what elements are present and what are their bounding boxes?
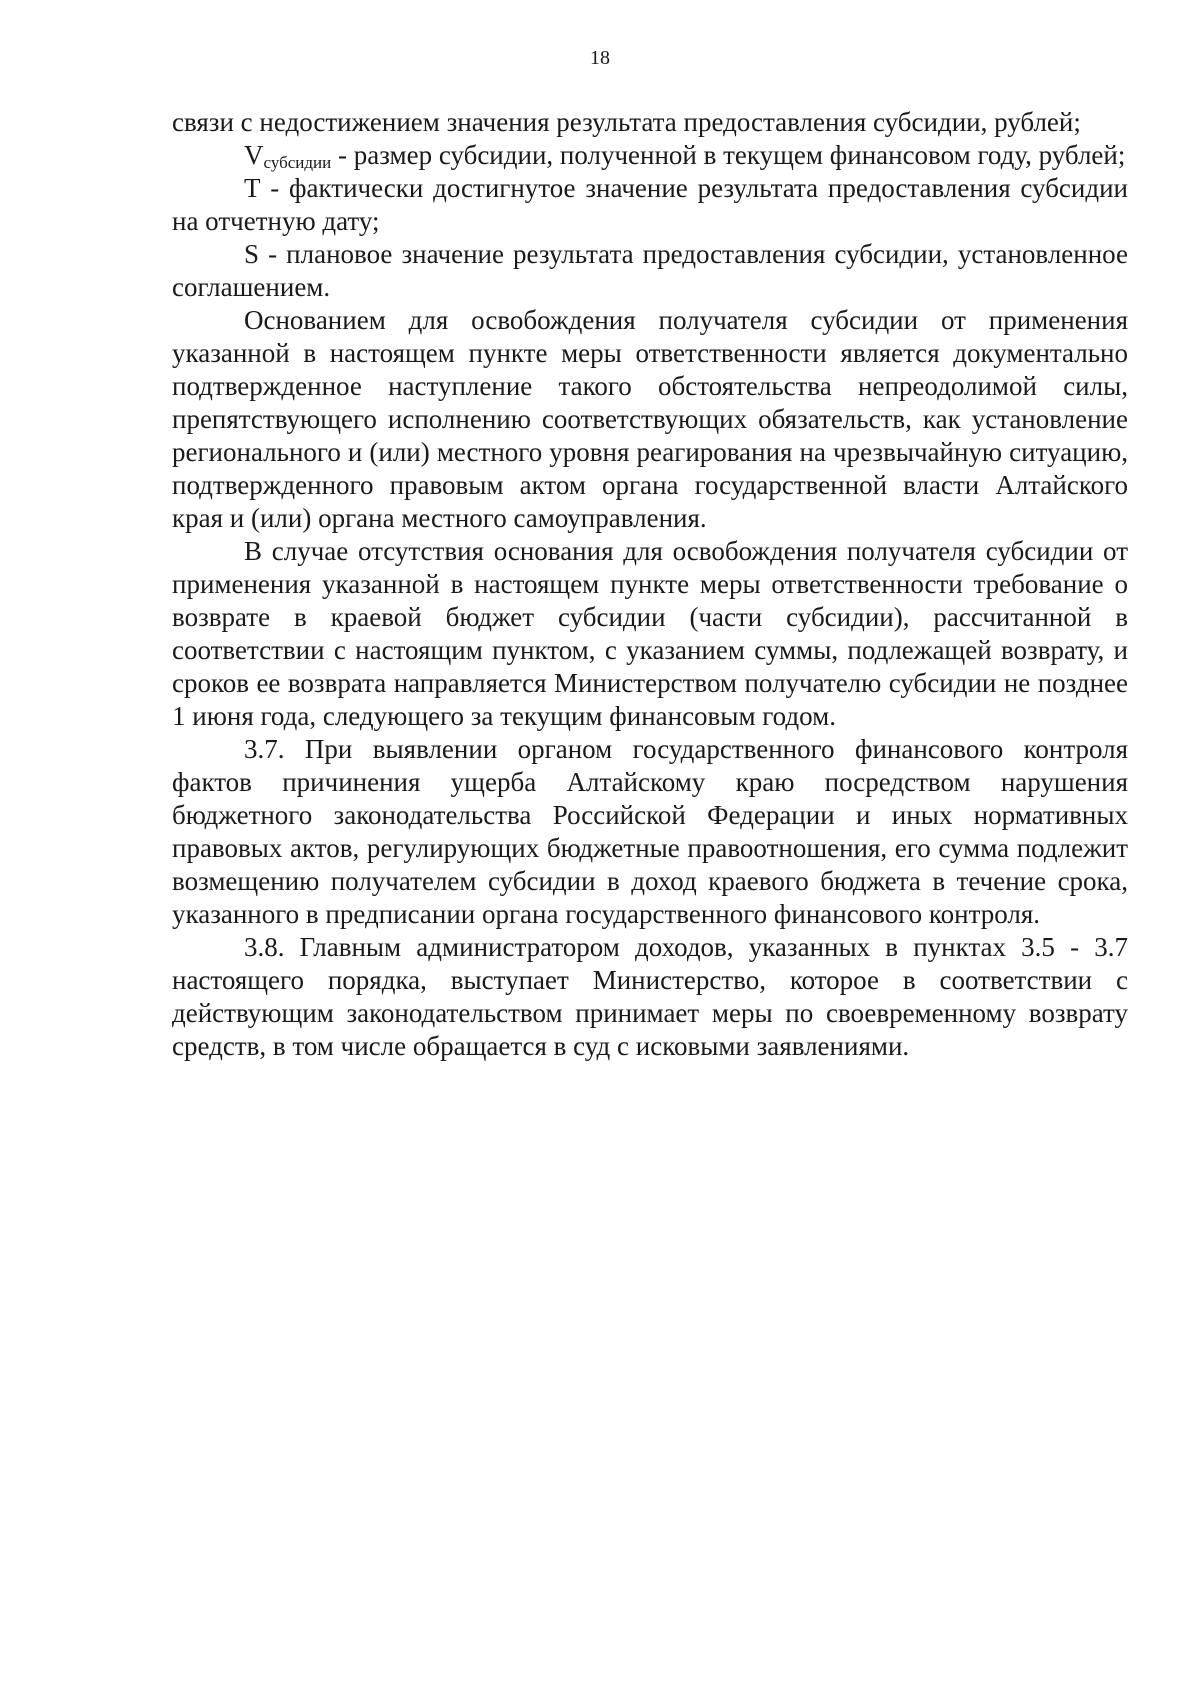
page-number: 18 bbox=[590, 47, 610, 69]
paragraph-s-definition: S - плановое значение результата предоставления субсидии, установленное соглашением. bbox=[172, 239, 1128, 302]
paragraph-continuation: связи с недостижением значения результата предоставления субсидии, рублей; bbox=[172, 107, 1081, 137]
document-body bbox=[172, 106, 1128, 1063]
variable-symbol: V bbox=[244, 140, 264, 170]
paragraph-clause-3-7: 3.7. При выявлении органом государственного финансового контроля фактов причинения ущерба Алтайскому краю посредством нарушения бюджетного законодательства Российской Федерации и иных нормативных правовых актов, регулирующих бюджетные правоотношения, его сумма подлежит возмещению получателем субсидии в доход краевого бюджета в течение срока, указанного в предписании органа государственного финансового контроля. bbox=[172, 734, 1128, 929]
variable-definition-text: - размер субсидии, полученной в текущем финансовом году, рублей; bbox=[331, 140, 1126, 170]
variable-subscript: субсидии bbox=[263, 153, 332, 172]
paragraph-t-definition: Т - фактически достигнутое значение результата предоставления субсидии на отчетную дату; bbox=[172, 173, 1128, 236]
paragraph-clause-3-8: 3.8. Главным администратором доходов, указанных в пунктах 3.5 - 3.7 настоящего порядка, выступает Министерство, которое в соответствии с действующим законодательством принимает меры по своевременному возврату средств, в том числе обращается в суд с исковыми заявлениями. bbox=[172, 932, 1128, 1061]
paragraph-refund-requirement: В случае отсутствия основания для освобождения получателя субсидии от применения указанной в настоящем пункте меры ответственности требование о возврате в краевой бюджет субсидии (части субсидии), рассчитанной в соответствии с настоящим пунктом, с указанием суммы, подлежащей возврату, и сроков ее возврата направляется Министерством получателю субсидии не позднее 1 июня года, следующего за текущим финансовым годом. bbox=[172, 536, 1128, 731]
paragraph-v-subsidy-definition bbox=[172, 139, 1128, 172]
paragraph-exemption-grounds: Основанием для освобождения получателя субсидии от применения указанной в настоящем пункте меры ответственности является документально подтвержденное наступление такого обстоятельства непреодолимой силы, препятствующего исполнению соответствующих обязательств, как установление регионального и (или) местного уровня реагирования на чрезвычайную ситуацию, подтвержденного правовым актом органа государственной власти Алтайского края и (или) органа местного самоуправления. bbox=[172, 305, 1128, 533]
